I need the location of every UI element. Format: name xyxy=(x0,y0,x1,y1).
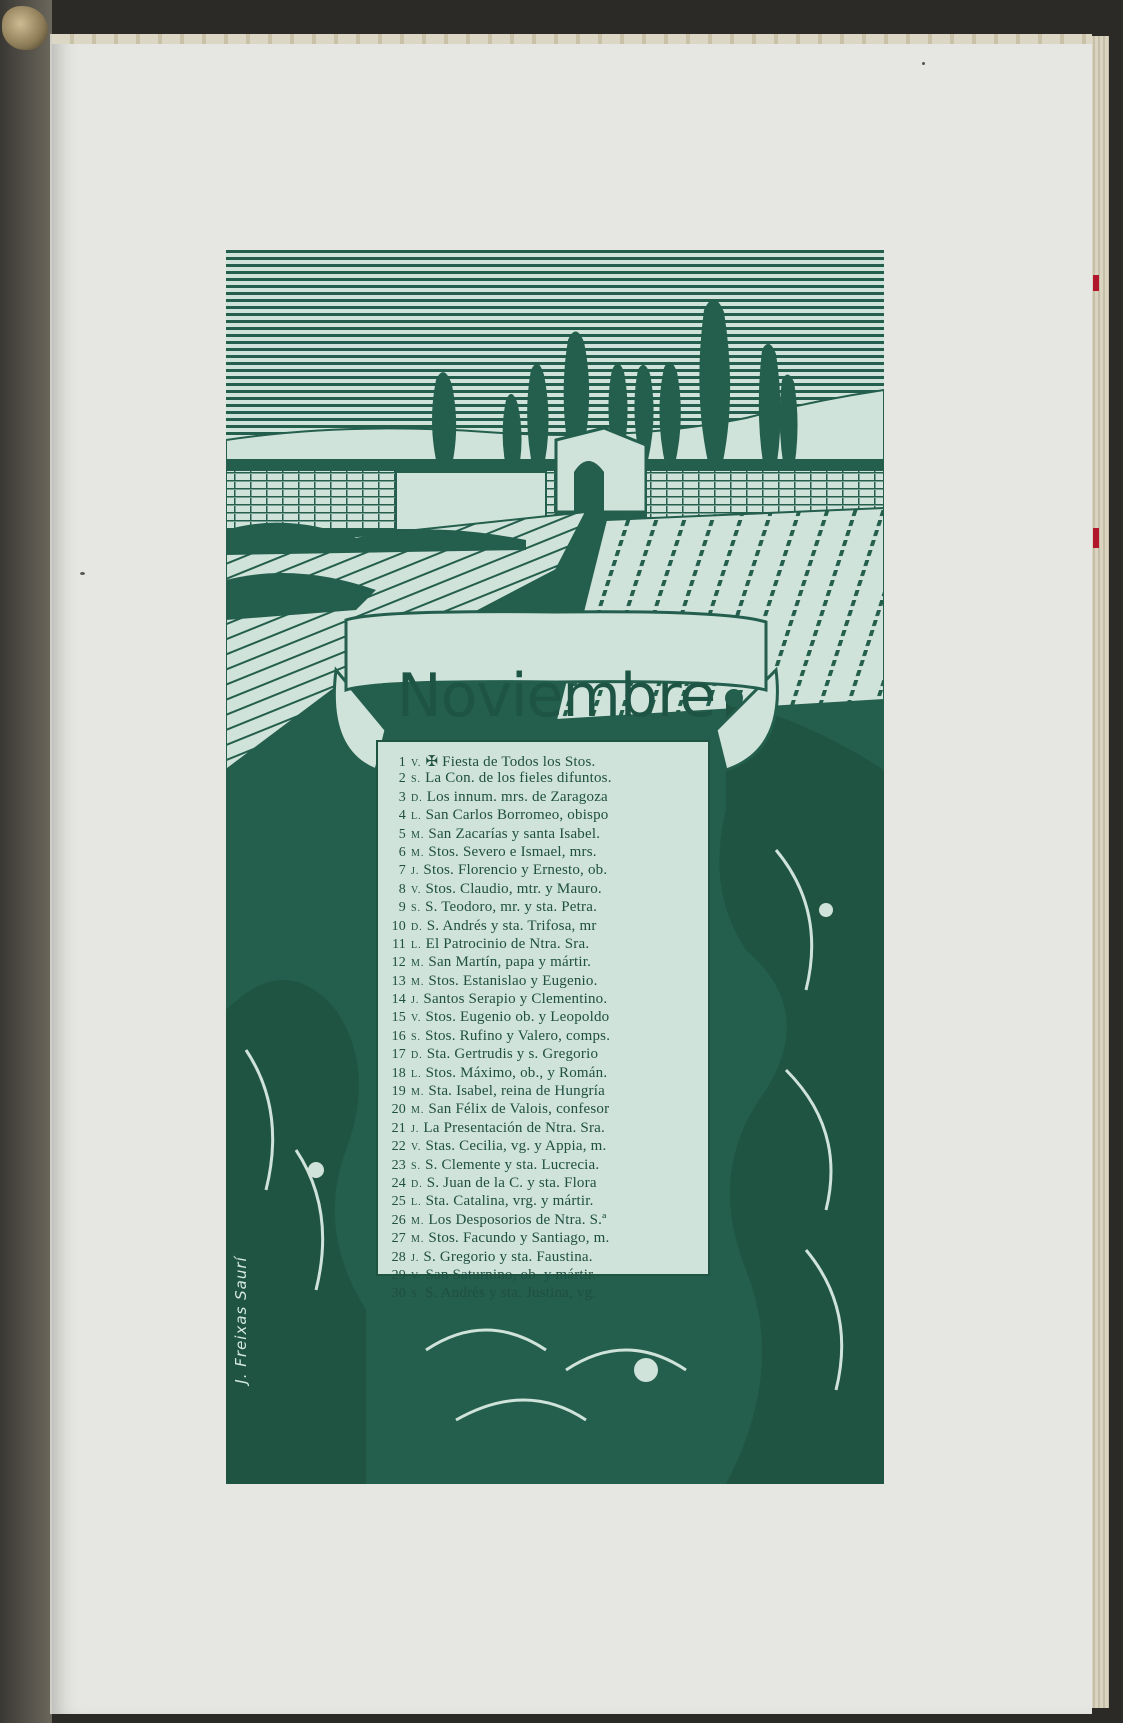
day-of-week: M. xyxy=(411,1234,425,1246)
calendar-day-row xyxy=(384,1120,704,1138)
saint-name: S. Teodoro, mr. y sta. Petra. xyxy=(425,899,598,916)
day-number: 14 xyxy=(391,992,406,1008)
saint-name: San Carlos Borromeo, obispo xyxy=(425,807,609,824)
calendar-day-row xyxy=(384,862,704,880)
month-title: Noviembre xyxy=(396,661,716,731)
calendar-day-row xyxy=(384,899,704,917)
calendar-day-row xyxy=(384,770,704,788)
book-spine xyxy=(0,0,52,1723)
saint-name: Stos. Florencio y Ernesto, ob. xyxy=(423,862,608,879)
day-number: 23 xyxy=(391,1157,406,1173)
saint-name: San Martín, papa y mártir. xyxy=(428,954,592,971)
day-number: 21 xyxy=(391,1120,406,1136)
day-number: 24 xyxy=(391,1175,406,1191)
saint-name: La Presentación de Ntra. Sra. xyxy=(423,1119,605,1136)
calendar-day-row xyxy=(384,1230,704,1248)
calendar-day-row xyxy=(384,807,704,825)
calendar-day-row xyxy=(384,1101,704,1119)
saint-name: S. Clemente y sta. Lucrecia. xyxy=(425,1156,600,1173)
saint-name: Sta. Isabel, reina de Hungría xyxy=(428,1083,605,1100)
day-number: 12 xyxy=(391,955,406,971)
day-of-week: V. xyxy=(411,1270,422,1282)
day-number: 28 xyxy=(391,1249,406,1265)
saint-name: Stos. Facundo y Santiago, m. xyxy=(428,1230,610,1247)
day-of-week: L. xyxy=(411,1197,422,1209)
saint-name: Stos. Estanislao y Eugenio. xyxy=(428,972,598,989)
calendar-day-row xyxy=(384,1065,704,1083)
calendar-day-row xyxy=(384,1009,704,1027)
saint-name: Stos. Eugenio ob. y Leopoldo xyxy=(425,1009,610,1026)
day-of-week: J. xyxy=(411,1123,420,1135)
day-of-week: V. xyxy=(411,884,422,896)
day-of-week: V. xyxy=(411,1013,422,1025)
day-of-week: D. xyxy=(411,1050,423,1062)
day-of-week: D. xyxy=(411,921,423,933)
day-of-week: V. xyxy=(411,1142,422,1154)
saint-name: Stos. Severo e Ismael, mrs. xyxy=(428,843,597,860)
saint-name: Sta. Catalina, vrg. y mártir. xyxy=(425,1193,594,1210)
day-number: 19 xyxy=(391,1084,406,1100)
day-number: 27 xyxy=(391,1231,406,1247)
page-speck xyxy=(922,62,925,65)
saints-day-list xyxy=(376,740,710,1302)
day-number: 1 xyxy=(398,755,406,770)
artist-signature xyxy=(232,1220,256,1420)
saint-name: San Saturnino, ob. y mártir. xyxy=(425,1266,597,1283)
calendar-illustration xyxy=(226,250,884,1484)
calendar-day-row xyxy=(384,1212,704,1230)
day-of-week: V. xyxy=(411,758,422,769)
saint-name: Stas. Cecilia, vg. y Appia, m. xyxy=(425,1138,607,1155)
calendar-day-row xyxy=(384,1138,704,1156)
saint-name: Santos Serapio y Clementino. xyxy=(423,991,608,1008)
day-number: 5 xyxy=(398,826,406,842)
day-of-week: D. xyxy=(411,792,423,804)
book-page xyxy=(50,34,1092,1714)
calendar-day-row xyxy=(384,1193,704,1211)
day-number: 26 xyxy=(391,1212,406,1228)
page-edge-marker xyxy=(1093,528,1099,548)
saint-name: Los Desposorios de Ntra. S.ª xyxy=(428,1211,607,1228)
saint-name: S. Andrés y sta. Trifosa, mr xyxy=(426,917,597,934)
saint-name: El Patrocinio de Ntra. Sra. xyxy=(425,935,590,952)
calendar-day-row xyxy=(384,789,704,807)
day-of-week: J. xyxy=(411,866,420,878)
calendar-day-row xyxy=(384,973,704,991)
saint-name: San Félix de Valois, confesor xyxy=(428,1101,610,1118)
saint-name: Sta. Gertrudis y s. Gregorio xyxy=(426,1046,599,1063)
calendar-day-row xyxy=(384,991,704,1009)
saint-name: S. Andrés y sta. Justina, vg. xyxy=(425,1285,597,1302)
day-of-week: L. xyxy=(411,939,422,951)
day-of-week: J. xyxy=(411,1252,420,1264)
calendar-day-row xyxy=(384,1028,704,1046)
calendar-day-row xyxy=(384,826,704,844)
day-of-week: M. xyxy=(411,1087,425,1099)
day-number: 30 xyxy=(391,1286,406,1302)
calendar-day-row xyxy=(384,881,704,899)
day-number: 2 xyxy=(398,771,406,787)
day-of-week: M. xyxy=(411,829,425,841)
day-number: 3 xyxy=(398,789,406,805)
calendar-day-row xyxy=(384,1267,704,1285)
day-number: 4 xyxy=(398,808,406,824)
day-number: 20 xyxy=(391,1102,406,1118)
page-speck xyxy=(80,572,85,575)
calendar-day-row xyxy=(384,1083,704,1101)
day-of-week: D. xyxy=(411,1178,423,1190)
day-number: 18 xyxy=(391,1065,406,1081)
day-of-week: S. xyxy=(411,1031,422,1043)
signature-text: J. Freixas Saurí xyxy=(232,1256,250,1384)
saint-name: ✠ Fiesta de Todos los Stos. xyxy=(425,754,596,770)
day-number: 25 xyxy=(391,1194,406,1210)
day-of-week: S. xyxy=(411,903,422,915)
day-of-week: L. xyxy=(411,811,422,823)
day-of-week: M. xyxy=(411,958,425,970)
calendar-day-row xyxy=(384,954,704,972)
saint-name: San Zacarías y santa Isabel. xyxy=(428,825,601,842)
day-number: 9 xyxy=(398,900,406,916)
day-number: 15 xyxy=(391,1010,406,1026)
saint-name: S. Gregorio y sta. Faustina. xyxy=(423,1248,593,1265)
day-of-week: S. xyxy=(411,774,422,786)
day-number: 13 xyxy=(391,973,406,989)
page-edge-marker xyxy=(1093,275,1099,291)
saint-name: Stos. Rufino y Valero, comps. xyxy=(425,1027,611,1044)
day-of-week: M. xyxy=(411,1215,425,1227)
day-number: 17 xyxy=(391,1047,406,1063)
day-number: 16 xyxy=(391,1028,406,1044)
calendar-day-row xyxy=(384,1285,704,1303)
calendar-day-row xyxy=(384,844,704,862)
binding-thread xyxy=(2,6,48,50)
day-number: 8 xyxy=(398,881,406,897)
calendar-day-row xyxy=(384,1249,704,1267)
day-number: 22 xyxy=(391,1139,406,1155)
calendar-day-row xyxy=(384,1175,704,1193)
calendar-day-row xyxy=(384,936,704,954)
day-of-week: M. xyxy=(411,1105,425,1117)
day-number: 10 xyxy=(391,918,406,934)
day-of-week: S. xyxy=(411,1160,422,1172)
saint-name: S. Juan de la C. y sta. Flora xyxy=(426,1174,597,1191)
day-number: 11 xyxy=(392,936,406,952)
day-of-week: L. xyxy=(411,1068,422,1080)
calendar-day-row xyxy=(384,752,704,770)
calendar-day-row xyxy=(384,1046,704,1064)
saint-name: Stos. Claudio, mtr. y Mauro. xyxy=(425,880,602,897)
day-of-week: J. xyxy=(411,995,420,1007)
saint-name: Los innum. mrs. de Zaragoza xyxy=(426,788,608,805)
day-of-week: M. xyxy=(411,847,425,859)
day-number: 29 xyxy=(391,1267,406,1283)
calendar-day-row xyxy=(384,1157,704,1175)
day-of-week: M. xyxy=(411,976,425,988)
day-number: 6 xyxy=(398,844,406,860)
page-top-edge xyxy=(52,34,1092,44)
saint-name: La Con. de los fieles difuntos. xyxy=(425,770,612,787)
saint-name: Stos. Máximo, ob., y Román. xyxy=(425,1064,608,1081)
day-number: 7 xyxy=(398,863,406,879)
day-of-week: S. xyxy=(411,1289,422,1301)
calendar-day-row xyxy=(384,918,704,936)
